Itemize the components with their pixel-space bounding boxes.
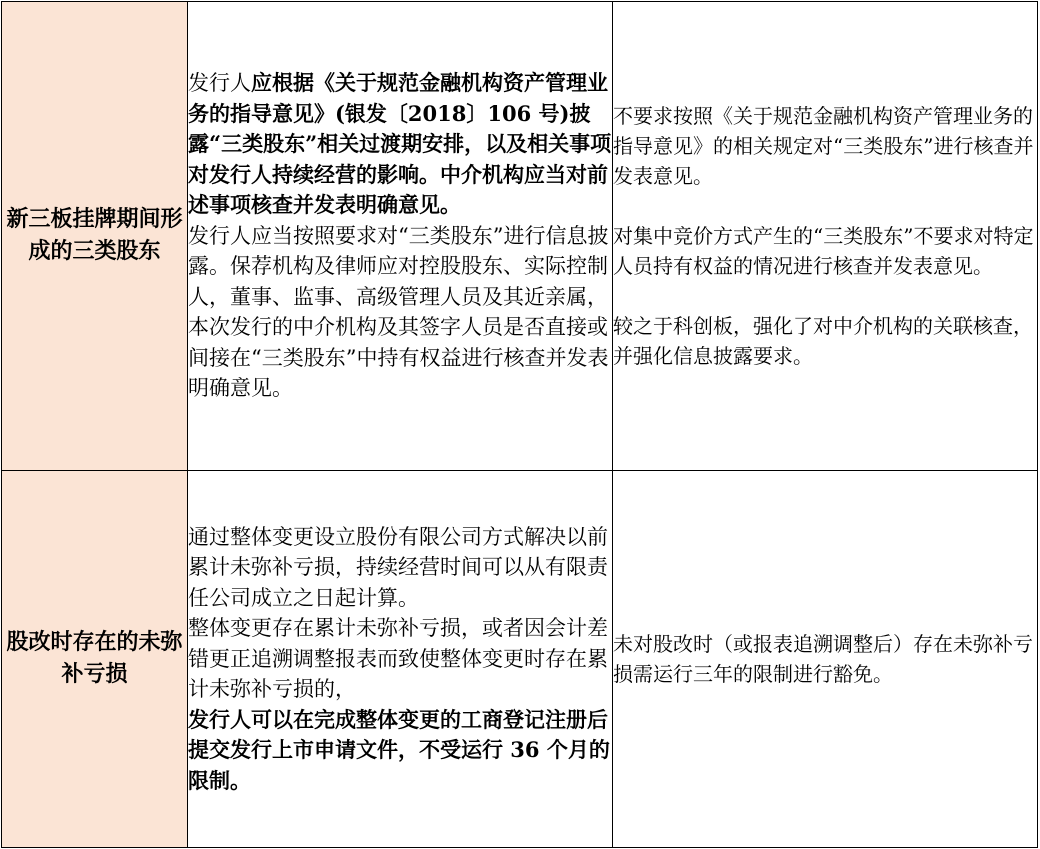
row-label-cell bbox=[2, 2, 188, 471]
comment-cell bbox=[613, 471, 1038, 848]
requirement-cell bbox=[188, 471, 613, 848]
table-row bbox=[2, 471, 1038, 848]
requirement-text: 整体变更存在累计未弥补亏损，或者因会计差错更正追溯调整报表而致使整体变更时存在累计未弥补亏损的， bbox=[188, 616, 608, 702]
requirement-text: 发行人 bbox=[188, 71, 251, 96]
requirement-text: 通过整体变更设立股份有限公司方式解决以前累计未弥补亏损，持续经营时间可以从有限责任公司成立之日起计算。 bbox=[188, 524, 608, 610]
comparison-table bbox=[1, 1, 1038, 848]
comment-paragraph: 未对股改时（或报表追溯调整后）存在未弥补亏损需运行三年的限制进行豁免。 bbox=[613, 632, 1033, 686]
table-row bbox=[2, 2, 1038, 471]
comment-cell bbox=[613, 2, 1038, 471]
requirement-cell bbox=[188, 2, 613, 471]
requirement-text-bold: 应根据《关于规范金融机构资产管理业务的指导意见》(银发〔2018〕106 号)披露“三类股东”相关过渡期安排，以及相关事项对发行人持续经营的影响。中介机构应当对前述事项核查并发表明确意见。 bbox=[188, 70, 612, 218]
comment-paragraph: 对集中竞价方式产生的“三类股东”不要求对特定人员持有权益的情况进行核查并发表意见。 bbox=[613, 224, 1034, 278]
row-label-cell bbox=[2, 471, 188, 848]
row-label: 新三板挂牌期间形成的三类股东 bbox=[6, 207, 183, 264]
comment-paragraph: 较之于科创板，强化了对中介机构的关联核查，并强化信息披露要求。 bbox=[613, 314, 1033, 368]
requirement-text-bold: 发行人可以在完成整体变更的工商登记注册后提交发行上市申请文件，不受运行 36 个月的限制。 bbox=[188, 706, 610, 793]
row-label: 股改时存在的未弥补亏损 bbox=[6, 630, 183, 687]
requirement-text: 发行人应当按照要求对“三类股东”进行信息披露。保荐机构及律师应对控股股东、实际控制人，董事、监事、高级管理人员及其近亲属，本次发行的中介机构及其签字人员是否直接或间接在“三类股东”中持有权益进行核查并发表明确意见。 bbox=[188, 223, 609, 401]
comment-paragraph: 不要求按照《关于规范金融机构资产管理业务的指导意见》的相关规定对“三类股东”进行核查并发表意见。 bbox=[613, 104, 1034, 188]
